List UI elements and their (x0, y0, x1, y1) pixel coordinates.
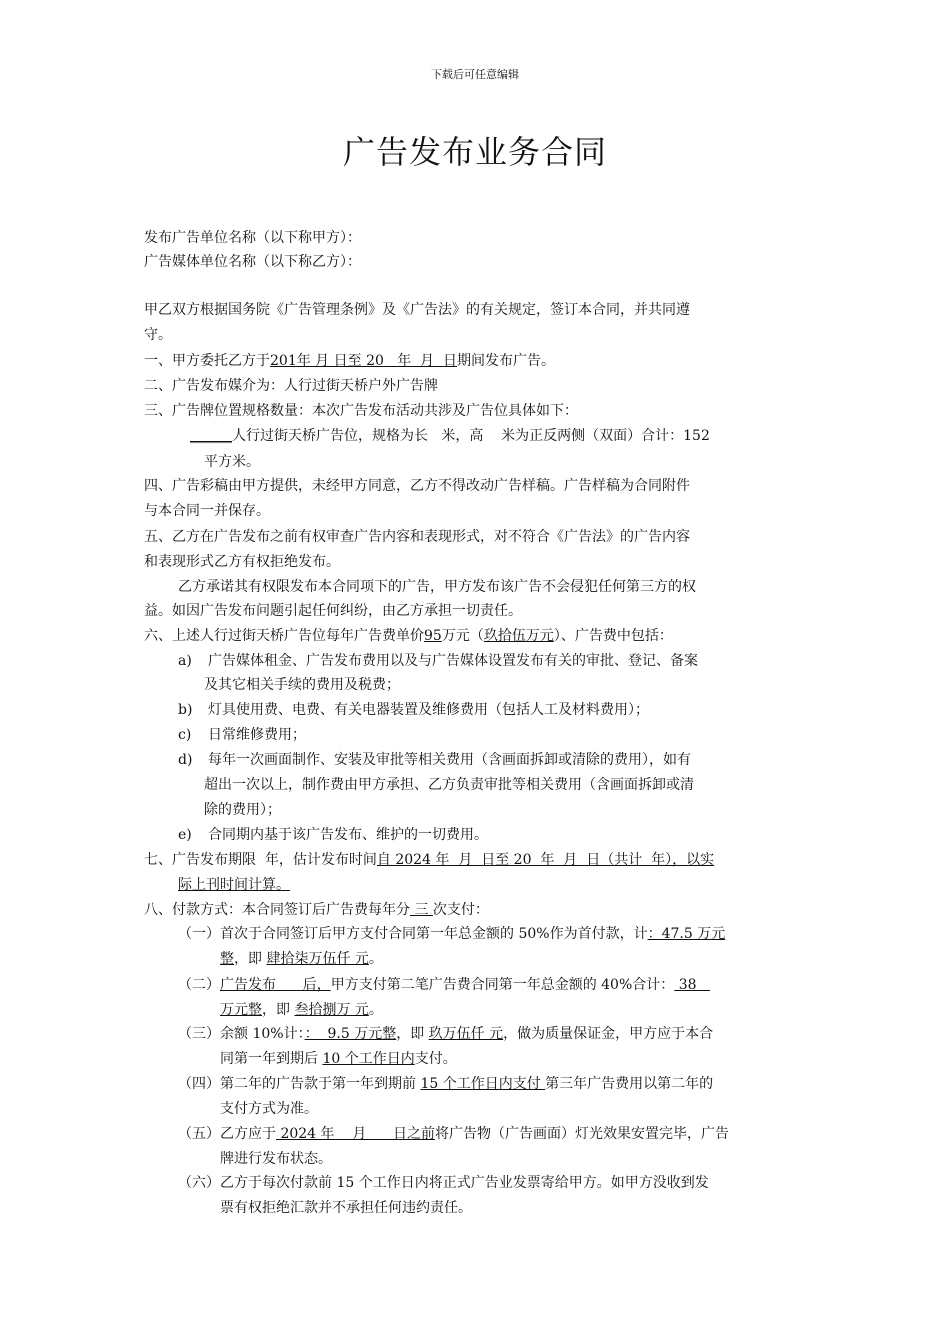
item-d-line-3: 除的费用）； (204, 802, 281, 818)
item-d-label: d) (178, 752, 193, 768)
item-a-text: 广告媒体租金、广告发布费用以及与广告媒体设置发布有关的审批、登记、备案 (208, 653, 698, 669)
party-a-line: 发布广告单位名称（以下称甲方）： (144, 230, 361, 246)
clause-6-price: 95 (424, 628, 442, 644)
payment-2-line-2 (220, 1000, 383, 1020)
item-d-line-1 (178, 750, 691, 770)
payment-5-line-2: 牌进行发布状态。 (220, 1151, 332, 1167)
payment-2-text: 甲方支付第二笔广告费合同第一年总金额的 40%合计： (330, 977, 675, 993)
page-header: 下载后可任意编辑 (431, 68, 519, 81)
clause-7-line-2 (178, 875, 290, 895)
item-b-text: 灯具使用费、电费、有关电器装置及维修费用（包括人工及材料费用）； (208, 702, 649, 718)
item-b-label: b) (178, 702, 193, 718)
payment-2-amount: 38 (674, 977, 710, 993)
clause-3-spec-text: 人行过街天桥广告位，规格为长 米，高 米为正反两侧（双面）合计：152 (232, 428, 710, 444)
clause-6 (144, 626, 673, 646)
clause-5b-line-1: 乙方承诺其有权限发布本合同项下的广告，甲方发布该广告不会侵犯任何第三方的权 (178, 579, 696, 595)
payment-5-label: （五） (178, 1126, 220, 1142)
clause-6-price-words: 玖拾伍万元 (483, 628, 554, 644)
payment-4-line-1 (178, 1074, 713, 1094)
payment-5-line-1 (178, 1124, 729, 1144)
payment-3-text-2: ，做为质量保证金，甲方应于本合 (503, 1026, 714, 1042)
item-a-line-2: 及其它相关手续的费用及税费； (204, 677, 400, 693)
payment-5-text: 乙方应于 (220, 1126, 276, 1142)
clause-4-line-2: 与本合同一并保存。 (144, 503, 270, 519)
item-b (178, 700, 649, 720)
payment-4-text-2: 第三年广告费用以第二年的 (545, 1076, 714, 1092)
payment-2-line-1 (178, 975, 710, 995)
clause-3-spec-end: 平方米。 (204, 454, 260, 470)
payment-3-amount: ： 9.5 万元整 (304, 1026, 397, 1042)
intro-line-1: 甲乙双方根据国务院《广告管理条例》及《广告法》的有关规定，签订本合同，并共同遵 (144, 302, 690, 318)
payment-1-ie: ，即 (234, 951, 267, 967)
payment-2-period: 。 (368, 1002, 383, 1018)
payment-1-line-2 (220, 949, 383, 969)
clause-8-times: 三 (410, 902, 433, 918)
item-e (178, 825, 488, 845)
payment-1-period: 。 (368, 951, 383, 967)
payment-3-amount-words: 玖万伍仟 元 (428, 1026, 504, 1042)
clause-8-end: 次支付： (432, 902, 489, 918)
item-c (178, 725, 306, 745)
clause-6-end: ）、广告费中包括： (553, 628, 673, 644)
item-c-text: 日常维修费用； (208, 727, 306, 743)
party-b-line: 广告媒体单位名称（以下称乙方）： (144, 254, 361, 270)
clause-5b-line-2: 益。如因广告发布问题引起任何纠纷，由乙方承担一切责任。 (144, 603, 522, 619)
payment-3-end: 支付。 (414, 1051, 457, 1067)
payment-2-amount-words: 叁拾捌万 元 (294, 1002, 369, 1018)
payment-6-line-2: 票有权拒绝汇款并不承担任何违约责任。 (220, 1200, 472, 1216)
item-d-line-2: 超出一次以上，制作费由甲方承担、乙方负责审批等相关费用（含画面拆卸或清 (204, 777, 694, 793)
clause-4-line-1: 四、广告彩稿由甲方提供，未经甲方同意，乙方不得改动广告样稿。广告样稿为合同附件 (144, 478, 690, 494)
document-title: 广告发布业务合同 (342, 133, 607, 171)
payment-1-label: （一） (178, 926, 220, 942)
payment-1-amount-words: 肆拾柒万伍仟 元 (266, 951, 369, 967)
payment-6-text: 乙方于每次付款前 15 个工作日内将正式广告业发票寄给甲方。如甲方没收到发 (220, 1175, 709, 1191)
clause-3-spec-line (190, 426, 710, 446)
payment-1-amount: ：47.5 万元 (647, 926, 726, 942)
payment-3-text-3: 同第一年到期后 (220, 1051, 323, 1067)
clause-6-text: 六、上述人行过街天桥广告位每年广告费单价 (144, 628, 424, 644)
payment-1-amount-end: 整 (220, 951, 234, 967)
clause-5-line-1: 五、乙方在广告发布之前有权审查广告内容和表现形式，对不符合《广告法》的广告内容 (144, 529, 690, 545)
clause-1-dates: 201年 月 日至 20 年 月 日 (270, 353, 458, 369)
payment-2-ie: ，即 (262, 1002, 295, 1018)
clause-6-unit: 万元（ (441, 628, 484, 644)
payment-4-text: 第二年的广告款于第一年到期前 (220, 1076, 421, 1092)
payment-3-text: 余额 10%计： (220, 1026, 305, 1042)
clause-8 (144, 900, 489, 920)
clause-3: 三、广告牌位置规格数量：本次广告发布活动共涉及广告位具体如下： (144, 403, 578, 419)
payment-5-date: 2024 年 月 日之前 (276, 1126, 436, 1142)
clause-1-text: 一、甲方委托乙方于 (144, 353, 270, 369)
item-e-text: 合同期内基于该广告发布、维护的一切费用。 (208, 827, 488, 843)
payment-4-deadline: 15 个工作日内支付 (420, 1076, 546, 1092)
payment-2-trigger: 广告发布 后， (220, 977, 331, 993)
clause-7-text: 七、广告发布期限 年，估计发布时间 (144, 852, 377, 868)
payment-3-ie: ，即 (396, 1026, 429, 1042)
payment-5-text-2: 将广告物（广告画面）灯光效果安置完毕，广告 (435, 1126, 730, 1142)
clause-7-line-1 (144, 850, 714, 870)
clause-7-dates: 自 2024 年 月 日至 20 年 月 日（共计 年），以实 (376, 852, 715, 868)
item-e-label: e) (178, 827, 192, 843)
clause-2: 二、广告发布媒介为：人行过街天桥户外广告牌 (144, 378, 438, 394)
payment-1-text: 首次于合同签订后甲方支付合同第一年总金额的 50%作为首付款，计 (220, 926, 648, 942)
payment-4-label: （四） (178, 1076, 220, 1092)
clause-1-end: 期间发布广告。 (457, 353, 556, 369)
intro-line-2: 守。 (144, 327, 172, 343)
clause-7-end: 际上刊时间计算。 (178, 877, 290, 893)
item-c-label: c) (178, 727, 192, 743)
payment-3-line-2 (220, 1049, 457, 1069)
payment-3-line-1 (178, 1024, 713, 1044)
payment-3-label: （三） (178, 1026, 220, 1042)
payment-3-deadline: 10 个工作日内 (322, 1051, 415, 1067)
clause-5-line-2: 和表现形式乙方有权拒绝发布。 (144, 554, 340, 570)
clause-8-text: 八、付款方式：本合同签订后广告费每年分 (144, 902, 410, 918)
payment-6-label: （六） (178, 1175, 220, 1191)
clause-1 (144, 351, 555, 371)
item-a-label: a) (178, 653, 192, 669)
payment-2-label: （二） (178, 977, 220, 993)
payment-1-line-1 (178, 924, 725, 944)
payment-2-amount-end: 万元整 (220, 1002, 262, 1018)
payment-6-line-1 (178, 1173, 709, 1193)
clause-3-blank: ______ (190, 428, 232, 444)
item-d-text: 每年一次画面制作、安装及审批等相关费用（含画面拆卸或清除的费用），如有 (208, 752, 691, 768)
item-a-line-1 (178, 651, 698, 671)
payment-4-line-2: 支付方式为准。 (220, 1101, 318, 1117)
